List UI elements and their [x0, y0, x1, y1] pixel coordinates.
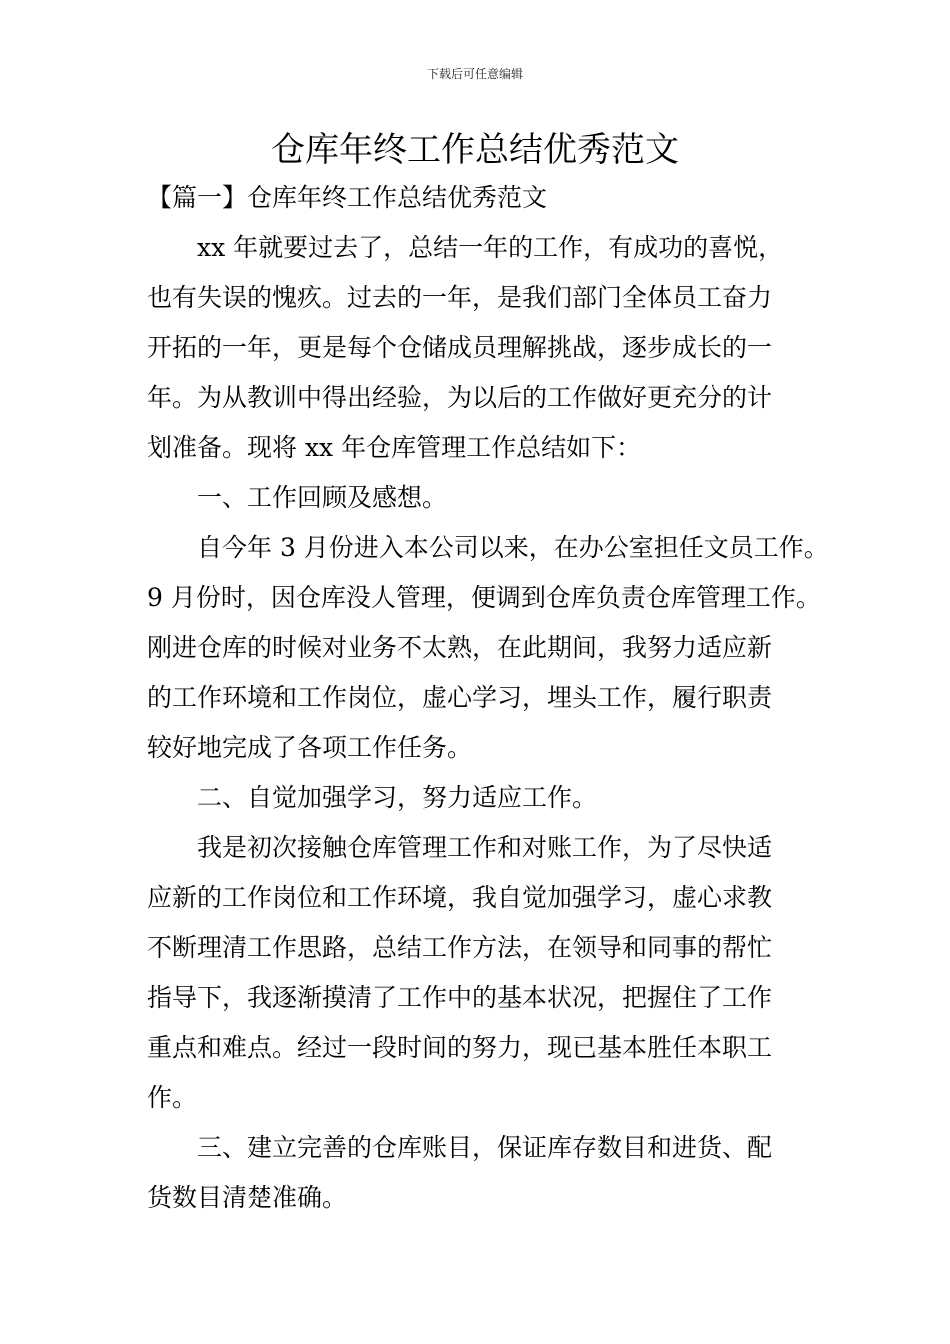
- body-line: xx 年就要过去了，总结一年的工作，有成功的喜悦，: [197, 233, 784, 262]
- subheading-line: 三、建立完善的仓库账目，保证库存数目和进货、配: [197, 1133, 773, 1162]
- body-line: 划准备。现将 xx 年仓库管理工作总结如下：: [147, 433, 642, 462]
- body-line: 应新的工作岗位和工作环境，我自觉加强学习，虚心求教: [147, 883, 773, 912]
- body-line: 货数目清楚准确。: [147, 1183, 348, 1212]
- subheading-line: 二、自觉加强学习，努力适应工作。: [197, 783, 598, 812]
- section-heading: 【篇一】仓库年终工作总结优秀范文: [147, 183, 548, 212]
- header-note: 下载后可任意编辑: [426, 67, 523, 81]
- body-line: 也有失误的愧疚。过去的一年，是我们部门全体员工奋力: [147, 283, 773, 312]
- body-line: 年。为从教训中得出经验，为以后的工作做好更充分的计: [147, 383, 773, 412]
- body-line: 作。: [147, 1083, 198, 1112]
- body-line: 重点和难点。经过一段时间的努力，现已基本胜任本职工: [147, 1033, 773, 1062]
- body-line: 较好地完成了各项工作任务。: [147, 733, 473, 762]
- body-line: 刚进仓库的时候对业务不太熟，在此期间，我努力适应新: [147, 633, 773, 662]
- body-line: 我是初次接触仓库管理工作和对账工作，为了尽快适: [197, 833, 773, 862]
- body-line: 自今年 3 月份进入本公司以来，在办公室担任文员工作。: [197, 533, 829, 562]
- body-line: 开拓的一年，更是每个仓储成员理解挑战，逐步成长的一: [147, 333, 773, 362]
- subheading-line: 一、工作回顾及感想。: [197, 483, 448, 512]
- body-line: 9 月份时，因仓库没人管理，便调到仓库负责仓库管理工作。: [147, 583, 821, 612]
- body-line: 的工作环境和工作岗位，虚心学习，埋头工作，履行职责: [147, 683, 773, 712]
- body-line: 不断理清工作思路，总结工作方法，在领导和同事的帮忙: [147, 933, 773, 962]
- body-line: 指导下，我逐渐摸清了工作中的基本状况，把握住了工作: [147, 983, 773, 1012]
- page-title: 仓库年终工作总结优秀范文: [271, 130, 679, 170]
